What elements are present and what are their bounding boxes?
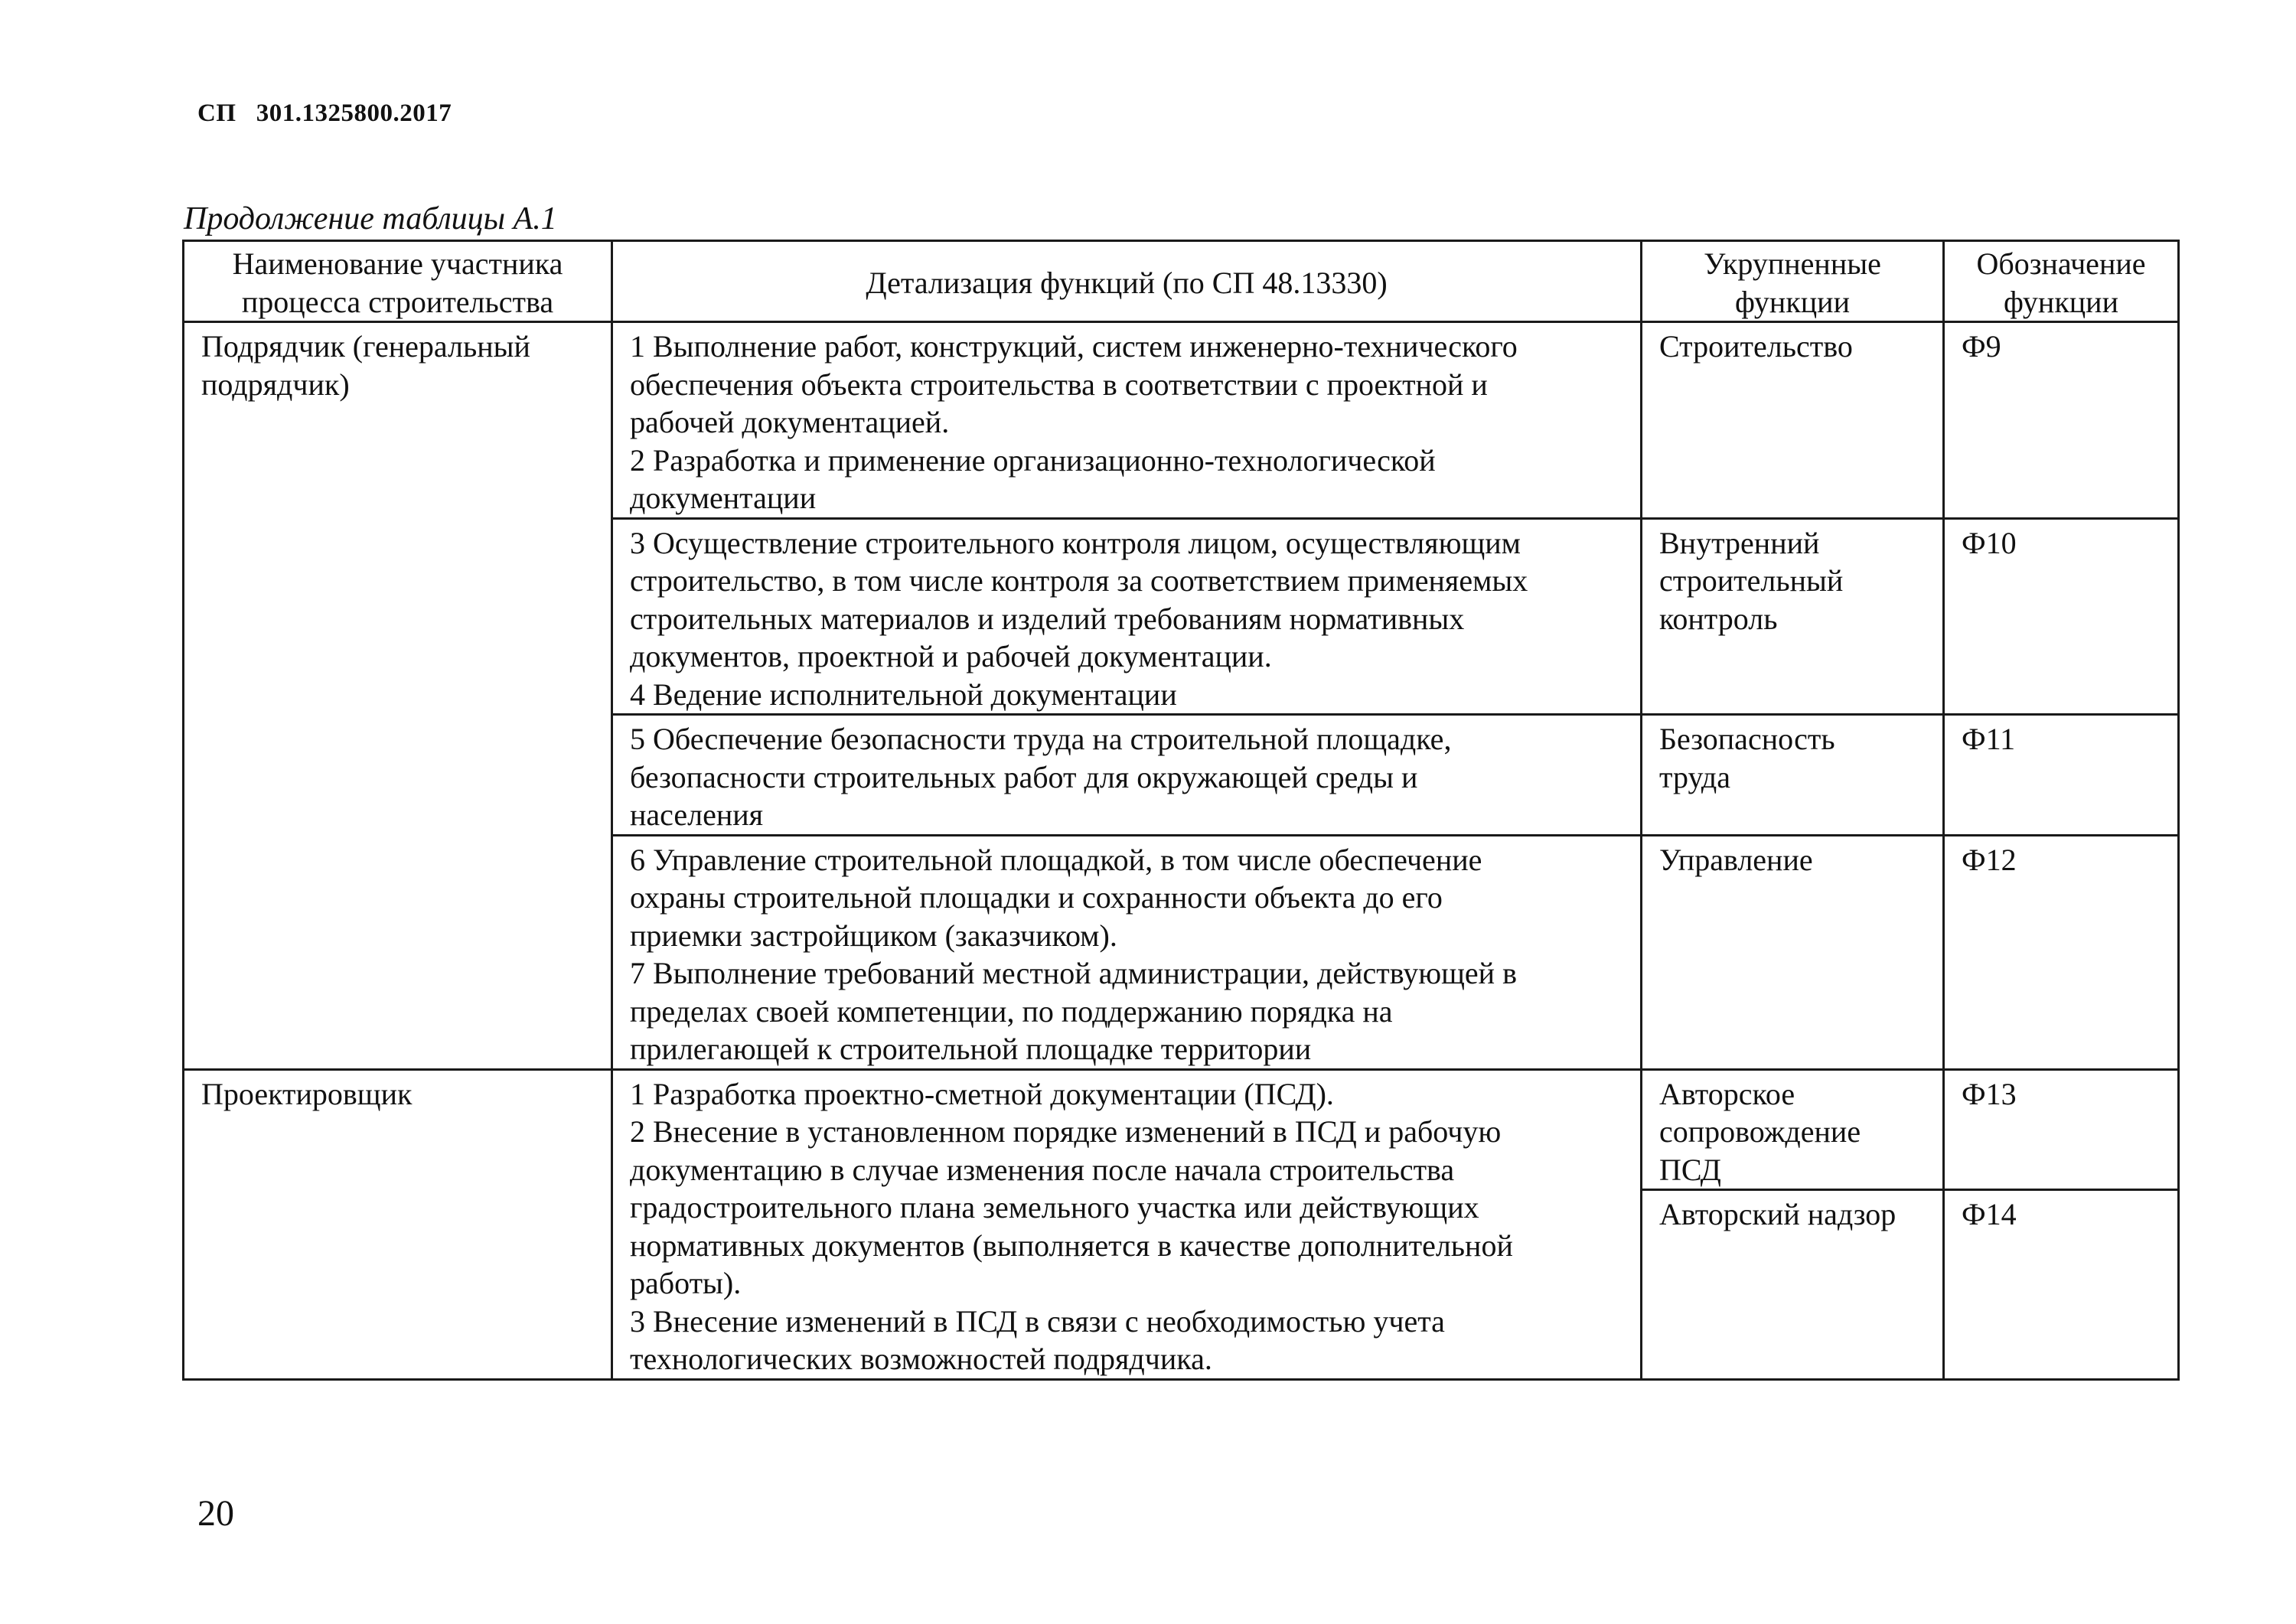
function-line: Управление [1659,842,1813,877]
details-line: 7 Выполнение требований местной администрации, действующей в [630,956,1517,990]
code-cell [1944,1190,2179,1380]
function-line: Авторский надзор [1659,1197,1896,1231]
details-line: нормативных документов (выполняется в качестве дополнительной [630,1228,1513,1263]
function-cell [1642,518,1944,715]
header-line: Укрупненные [1704,246,1881,281]
details-line: 1 Разработка проектно-сметной документации (ПСД). [630,1076,1334,1111]
details-line: 1 Выполнение работ, конструкций, систем инженерно-технического [630,329,1518,364]
header-row [184,241,2179,322]
details-cell [612,322,1642,519]
code-cell [1944,518,2179,715]
header-code [1944,241,2179,322]
details-cell [612,715,1642,836]
table-row [184,322,2179,519]
participant-line: Проектировщик [201,1076,413,1111]
details-line: документов, проектной и рабочей документации. [630,639,1272,673]
document-code: СП 301.1325800.2017 [197,99,452,127]
header-line: функции [1735,284,1850,319]
header-line: процесса строительства [241,284,554,319]
function-code: Ф9 [1962,329,2001,364]
function-code: Ф14 [1962,1197,2017,1231]
participant-cell-contractor [184,322,612,1070]
details-line: документации [630,481,817,515]
details-line: 5 Обеспечение безопасности труда на строительной площадке, [630,722,1452,756]
header-line: Обозначение [1976,246,2146,281]
header-line: Детализация функций (по СП 48.13330) [866,265,1388,300]
details-line: прилегающей к строительной площадке территории [630,1032,1312,1066]
header-details [612,241,1642,322]
details-line: охраны строительной площадки и сохранности объекта до его [630,880,1443,915]
function-code: Ф11 [1962,722,2016,756]
details-cell [612,1069,1642,1380]
details-cell [612,835,1642,1069]
header-function [1642,241,1944,322]
details-line: 4 Ведение исполнительной документации [630,677,1177,712]
code-cell [1944,835,2179,1069]
details-line: документацию в случае изменения после начала строительства [630,1152,1455,1187]
details-line: обеспечения объекта строительства в соответствии с проектной и [630,367,1488,402]
participant-cell-designer [184,1069,612,1380]
details-line: работы). [630,1266,742,1300]
details-line: 2 Внесение в установленном порядке изменений в ПСД и рабочую [630,1114,1502,1149]
details-line: 2 Разработка и применение организационно-технологической [630,442,1436,478]
header-participant [184,241,612,322]
details-line: рабочей документацией. [630,405,950,439]
details-line: 3 Осуществление строительного контроля лицом, осуществляющим [630,525,1521,560]
function-line: строительный [1659,563,1844,598]
details-line: строительство, в том числе контроля за соответствием применяемых [630,563,1528,598]
function-line: ПСД [1659,1152,1721,1187]
details-line: технологических возможностей подрядчика. [630,1342,1212,1376]
function-cell [1642,715,1944,836]
table-caption: Продолжение таблицы А.1 [184,201,557,236]
details-line: приемки застройщиком (заказчиком). [630,918,1117,953]
function-line: Авторское [1659,1076,1795,1111]
details-line: пределах своей компетенции, по поддержанию порядка на [630,993,1393,1029]
function-cell [1642,1190,1944,1380]
page-number: 20 [197,1493,234,1534]
function-cell [1642,322,1944,519]
function-cell [1642,835,1944,1069]
function-line: труда [1659,759,1731,794]
function-code: Ф13 [1962,1076,2017,1111]
functions-table [182,240,2180,1381]
table-row [184,1069,2179,1190]
details-line: 3 Внесение изменений в ПСД в связи с необходимостью учета [630,1303,1445,1339]
function-line: сопровождение [1659,1114,1861,1149]
details-line: 6 Управление строительной площадкой, в том числе обеспечение [630,842,1482,877]
header-line: Наименование участника [232,246,563,281]
function-line: контроль [1659,601,1778,636]
details-line: безопасности строительных работ для окружающей среды и [630,759,1418,794]
function-cell [1642,1069,1944,1190]
function-code: Ф12 [1962,842,2017,877]
details-line: строительных материалов и изделий требованиям нормативных [630,601,1465,636]
participant-line: Подрядчик (генеральный [201,329,530,364]
function-line: Безопасность [1659,722,1835,756]
details-line: населения [630,797,764,832]
header-line: функции [2004,284,2118,319]
function-line: Внутренний [1659,525,1820,560]
details-line: градостроительного плана земельного участка или действующих [630,1190,1479,1225]
details-cell [612,518,1642,715]
function-code: Ф10 [1962,525,2017,560]
code-cell [1944,322,2179,519]
code-cell [1944,715,2179,836]
participant-line: подрядчик) [201,367,350,402]
function-line: Строительство [1659,329,1853,364]
code-cell [1944,1069,2179,1190]
